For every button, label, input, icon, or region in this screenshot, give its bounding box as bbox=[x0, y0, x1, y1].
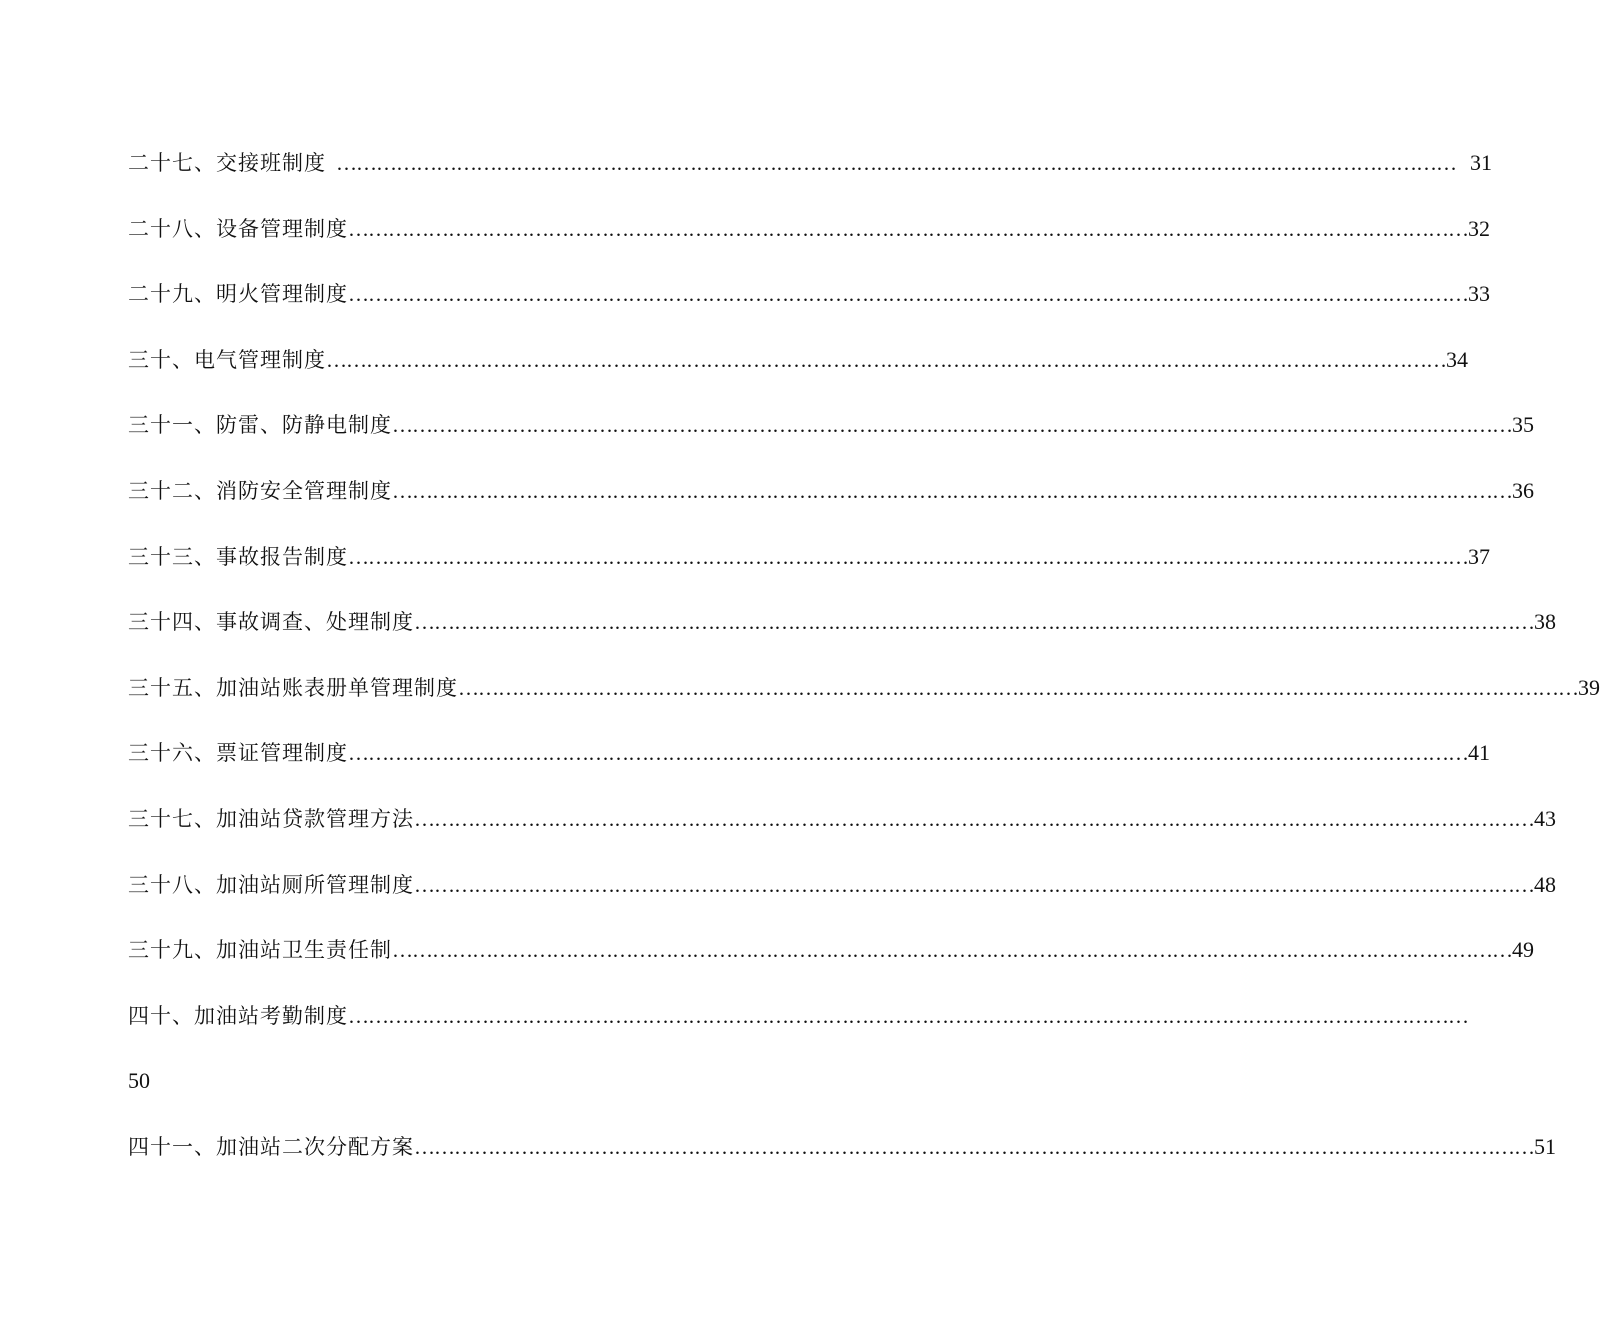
toc-entry bbox=[128, 469, 1534, 535]
toc-leader-dots: …………………………………………………………………………………………………………………………………………………… bbox=[414, 872, 1534, 897]
toc-leader-dots: …………………………………………………………………………………………………………………………………………………… bbox=[392, 938, 1512, 963]
toc-page-number: 33 bbox=[1468, 281, 1490, 307]
toc-leader-dots: …………………………………………………………………………………………………………………………………………………… bbox=[414, 806, 1534, 831]
toc-entry bbox=[128, 141, 1492, 207]
toc-entry bbox=[128, 863, 1556, 929]
toc-entry-title: 二十八、设备管理制度 bbox=[128, 216, 348, 241]
toc-page-number: 41 bbox=[1468, 740, 1490, 766]
toc-leader-dots: …………………………………………………………………………………………………………………………………………………… bbox=[348, 282, 1468, 307]
table-of-contents bbox=[128, 141, 1600, 1190]
toc-entry bbox=[128, 207, 1490, 273]
toc-leader-dots: …………………………………………………………………………………………………………………………………………………… bbox=[348, 216, 1468, 241]
toc-entry-title: 二十九、明火管理制度 bbox=[128, 282, 348, 307]
toc-page-number: 34 bbox=[1446, 346, 1468, 372]
toc-entry-title: 加油站考勤制度 bbox=[194, 1003, 348, 1028]
toc-entry bbox=[128, 535, 1490, 601]
toc-page-number: 51 bbox=[1534, 1133, 1556, 1159]
toc-entry-title: 三十六、票证管理制度 bbox=[128, 741, 348, 766]
toc-leader-dots: …………………………………………………………………………………………………………………………………………………… bbox=[326, 347, 1446, 372]
toc-leader-dots: …………………………………………………………………………………………………………………………………………………… bbox=[348, 741, 1468, 766]
toc-entry bbox=[128, 272, 1490, 338]
toc-entry-title: 三十五、加油站账表册单管理制度 bbox=[128, 675, 458, 700]
toc-entry-title: 三十八、加油站厕所管理制度 bbox=[128, 872, 414, 897]
toc-page-number: 43 bbox=[1534, 805, 1556, 831]
toc-entry-title: 三十一、防雷、防静电制度 bbox=[128, 413, 392, 438]
toc-entry-wrapped bbox=[128, 994, 1468, 1125]
toc-page-number: 49 bbox=[1512, 937, 1534, 963]
toc-entry bbox=[128, 338, 1468, 404]
toc-entry-title: 三十四、事故调查、处理制度 bbox=[128, 610, 414, 635]
toc-entry-title: 三十二、消防安全管理制度 bbox=[128, 478, 392, 503]
toc-entry bbox=[128, 600, 1556, 666]
toc-page-number: 50 bbox=[128, 1067, 150, 1093]
toc-page-number: 38 bbox=[1534, 609, 1556, 635]
toc-page-number: 39 bbox=[1578, 674, 1600, 700]
toc-entry-title: 二十七、交接班制度 bbox=[128, 151, 326, 175]
toc-leader-dots: …………………………………………………………………………………………………………………………………………………… bbox=[336, 151, 1456, 175]
toc-entry bbox=[128, 731, 1490, 797]
toc-page-number: 35 bbox=[1512, 412, 1534, 438]
toc-leader-dots: …………………………………………………………………………………………………………………………………………………… bbox=[392, 413, 1512, 438]
toc-leader-dots: …………………………………………………………………………………………………………………………………………………… bbox=[414, 610, 1534, 635]
toc-entry-title: 三十三、事故报告制度 bbox=[128, 544, 348, 569]
toc-entry-title: 三十九、加油站卫生责任制 bbox=[128, 938, 392, 963]
toc-entry-title-prefix: 四十、 bbox=[128, 1003, 194, 1028]
toc-page-number: 31 bbox=[1470, 150, 1492, 175]
toc-leader-dots: …………………………………………………………………………………………………………………………………………………… bbox=[414, 1134, 1534, 1159]
toc-leader-dots: …………………………………………………………………………………………………………………………………………………… bbox=[348, 544, 1468, 569]
toc-page-number: 36 bbox=[1512, 477, 1534, 503]
toc-page-number: 32 bbox=[1468, 215, 1490, 241]
toc-leader-dots: …………………………………………………………………………………………………………………………………………………… bbox=[458, 675, 1578, 700]
toc-leader-dots: …………………………………………………………………………………………………………………………………………………… bbox=[392, 478, 1512, 503]
toc-entry bbox=[128, 403, 1534, 469]
toc-page-number: 48 bbox=[1534, 871, 1556, 897]
toc-entry-title: 三十七、加油站贷款管理方法 bbox=[128, 806, 414, 831]
toc-entry bbox=[128, 928, 1534, 994]
toc-leader-dots: …………………………………………………………………………………………………………………………………………………… bbox=[348, 1003, 1468, 1028]
toc-entry-title: 三十、电气管理制度 bbox=[128, 347, 326, 372]
toc-entry-title: 四十一、加油站二次分配方案 bbox=[128, 1134, 414, 1159]
toc-entry bbox=[128, 797, 1556, 863]
toc-entry bbox=[128, 1125, 1556, 1191]
toc-page-number: 37 bbox=[1468, 543, 1490, 569]
toc-entry bbox=[128, 666, 1600, 732]
